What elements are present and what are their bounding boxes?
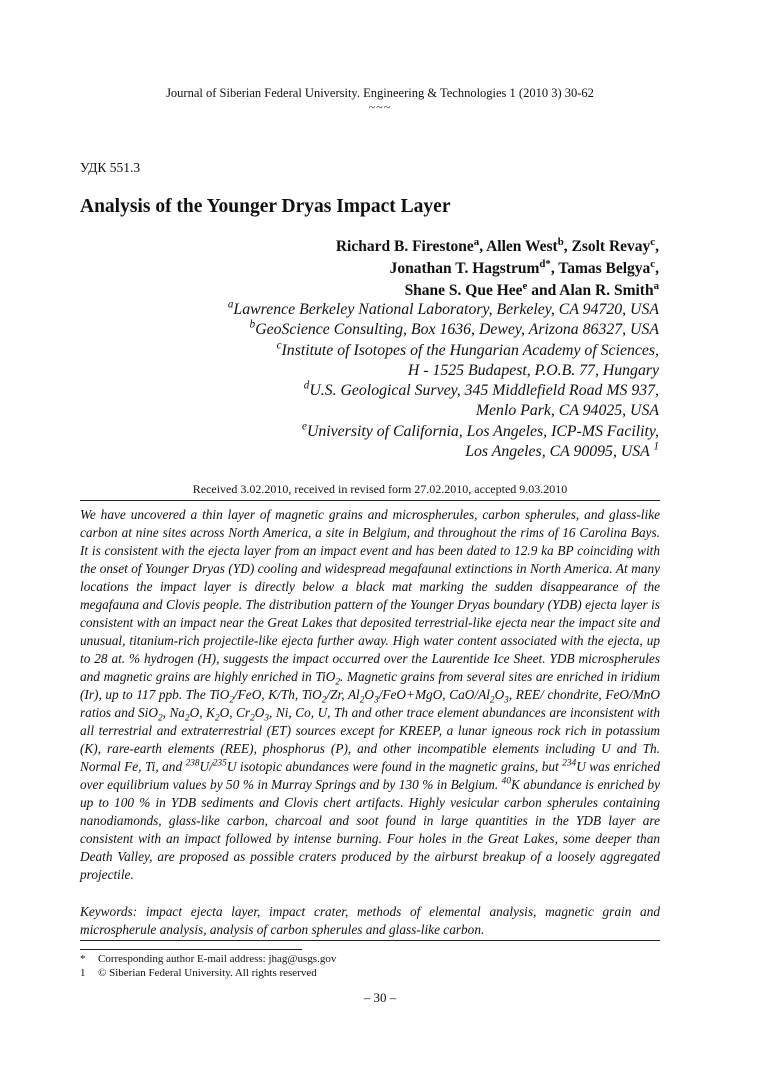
- superscript: 1: [653, 440, 659, 453]
- text-run: O, Cr: [219, 705, 251, 720]
- text-run: U isotopic abundances were found in the magnetic grains, but: [226, 759, 563, 774]
- subscript: 2: [335, 677, 340, 688]
- abstract-top-rule: [80, 500, 660, 501]
- superscript: 235: [212, 758, 227, 769]
- footnote-item: [80, 966, 336, 980]
- page-number: – 30 –: [363, 990, 397, 1005]
- affiliation-list: [228, 300, 659, 462]
- text-run: U was enriched over equilibrium values by 50 % in Murray Springs and by 130 % in Belgium.: [80, 759, 660, 792]
- footnote-rule: [80, 949, 302, 950]
- text-run: O: [494, 687, 505, 702]
- affiliation-line: [228, 320, 659, 340]
- superscript: a: [653, 279, 659, 292]
- superscript: d: [303, 379, 310, 392]
- subscript: 2: [250, 713, 255, 724]
- superscript: b: [249, 319, 256, 332]
- text-run: , Tamas Belgya: [550, 260, 651, 277]
- subscript: 3: [374, 695, 379, 706]
- footnote-mark: 1: [80, 967, 86, 979]
- text-run: Shane S. Que Hee: [404, 282, 523, 299]
- text-run: Los Angeles, CA 90095, USA: [465, 443, 654, 461]
- text-run: /FeO, K/Th, TiO: [233, 687, 322, 702]
- text-run: Jonathan T. Hagstrum: [389, 260, 540, 277]
- text-run: U/: [199, 759, 213, 774]
- text-run: /FeO+MgO, CaO/Al: [378, 687, 490, 702]
- author-list: [336, 236, 659, 302]
- text-run: , Ni, Co, U, Th and other trace element abundances are inconsistent with all terrestrial and extraterrestrial (ET) sources except for KREEP, a lunar igneous rock rich in potassium (K), rare-earth elements (REE), phosphorus (P), and other incompatible elements including U and Th. Normal Fe, Ti, and: [80, 705, 660, 774]
- subscript: 2: [157, 713, 163, 724]
- text-run: . Magnetic grains from several sites are enriched in iridium (Ir), up to 117 ppb. The TiO: [80, 669, 660, 702]
- subscript: 2: [359, 695, 365, 706]
- superscript: c: [276, 339, 282, 352]
- text-run: University of California, Los Angeles, ICP-MS Facility,: [306, 422, 659, 440]
- abstract-text: [80, 506, 660, 884]
- text-run: /Zr, Al: [326, 687, 360, 702]
- text-run: U.S. Geological Survey, 345 Middlefield Road MS 937,: [309, 382, 659, 400]
- journal-header: Journal of Siberian Federal University. Engineering & Technologies 1 (2010 3) 30-62: [166, 86, 594, 100]
- text-run: K abundance is enriched by up to 100 % in YDB sediments and Clovis chert artifacts. Highly vesicular carbon spherules containing nanodiamonds, glass-like carbon, charcoal and soot found in large quantities in the YDB layer are consistent with an impact followed by intense burning. Four holes in the Great Lakes, some deeper than Death Valley, are proposed as possible craters produced by the airburst breakup of a loosely aggregated projectile.: [80, 777, 660, 882]
- text-run: Menlo Park, CA 94025, USA: [475, 402, 659, 420]
- text-run: O: [254, 705, 265, 720]
- subscript: 2: [321, 695, 327, 706]
- subscript: 2: [489, 695, 495, 706]
- superscript: a: [227, 298, 234, 311]
- affiliation-line: [228, 401, 659, 421]
- superscript: c: [650, 257, 656, 270]
- author-line: [336, 280, 659, 302]
- superscript: a: [473, 235, 480, 248]
- keywords-bottom-rule: [80, 940, 660, 941]
- affiliation-line: [228, 300, 659, 320]
- text-run: , Na: [162, 705, 185, 720]
- received-dates: Received 3.02.2010, received in revised form 27.02.2010, accepted 9.03.2010: [192, 482, 568, 496]
- affiliation-line: [228, 381, 659, 401]
- text-run: and Alan R. Smith: [527, 282, 654, 299]
- keywords: Keywords: impact ejecta layer, impact crater, methods of elemental analysis, magnetic grain and microspherule analysis, analysis of carbon spherules and glass-like carbon.: [80, 904, 660, 937]
- superscript: 238: [185, 758, 200, 769]
- footnotes: [80, 952, 336, 980]
- text-run: , Zsolt Revay: [563, 238, 651, 255]
- text-run: O: [364, 687, 375, 702]
- superscript: 40: [501, 776, 511, 787]
- superscript: c: [650, 235, 656, 248]
- footnote-mark: *: [80, 953, 86, 965]
- text-run: Richard B. Firestone: [335, 238, 474, 255]
- affiliation-line: [228, 341, 659, 361]
- superscript: e: [522, 279, 528, 292]
- subscript: 2: [229, 695, 234, 706]
- text-run: ,: [655, 238, 659, 255]
- subscript: 2: [214, 713, 220, 724]
- author-line: [336, 236, 659, 258]
- affiliation-line: [228, 361, 659, 381]
- text-run: ,: [655, 260, 659, 277]
- text-run: We have uncovered a thin layer of magnetic grains and microspherules, carbon spherules, and glass-like carbon at nine sites across North America, a site in Belgium, and throughout the rims of 16 Carolina Bays. It is consistent with the ejecta layer from an impact event and has been dated to 12.9 ka BP coinciding with the onset of Younger Dryas (YD) cooling and widespread megafaunal extinctions in North America. At many locations the impact layer is directly below a black mat marking the sudden disappearance of the megafauna and Clovis people. The distribution pattern of the Younger Dryas boundary (YDB) ejecta layer is consistent with an impact near the Great Lakes that deposited terrestrial-like ejecta near the impact site and unusual, titanium-rich projectile-like ejecta further away. High water content associated with the ejecta, up to 28 at. % hydrogen (H), suggests the impact occurred over the Laurentide Ice Sheet. YDB microspherules and magnetic grains are highly enriched in TiO: [80, 507, 660, 684]
- header-ornament: ~~~: [368, 100, 392, 114]
- text-run: Lawrence Berkeley National Laboratory, Berkeley, CA 94720, USA: [233, 301, 659, 318]
- superscript: e: [302, 420, 307, 433]
- subscript: 3: [504, 695, 509, 706]
- udk-code: УДК 551.3: [80, 160, 141, 175]
- text-run: H - 1525 Budapest, P.O.B. 77, Hungary: [407, 361, 659, 379]
- footnote-text: © Siberian Federal University. All rights reserved: [98, 967, 317, 979]
- superscript: b: [557, 235, 564, 248]
- affiliation-line: [228, 422, 659, 442]
- text-run: Institute of Isotopes of the Hungarian Academy of Sciences,: [281, 341, 659, 359]
- text-run: GeoScience Consulting, Box 1636, Dewey, Arizona 86327, USA: [255, 321, 659, 339]
- paper-title: Analysis of the Younger Dryas Impact Layer: [80, 196, 451, 217]
- subscript: 2: [184, 713, 190, 724]
- author-line: [336, 258, 659, 280]
- text-run: , REE/ chondrite, FeO/MnO ratios and SiO: [80, 687, 661, 720]
- text-run: O, K: [189, 705, 215, 720]
- superscript: d*: [539, 257, 551, 270]
- footnote-text: Corresponding author E-mail address: jhag@usgs.gov: [98, 953, 337, 965]
- footnote-item: [80, 952, 336, 966]
- subscript: 3: [264, 713, 269, 724]
- affiliation-line: [228, 442, 659, 462]
- text-run: , Allen West: [479, 238, 558, 255]
- superscript: 234: [562, 758, 577, 769]
